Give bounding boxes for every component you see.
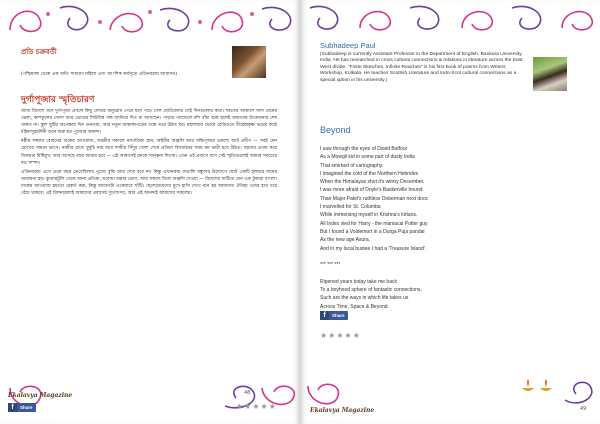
star-icon[interactable]: ★ [320, 331, 329, 340]
stanza-gap [320, 269, 560, 277]
poem-line: Ripened years today take me back [320, 278, 397, 285]
poem-line: To a boyhood sphere of fantastic connections, [320, 287, 422, 294]
diya-lamp-icon [518, 378, 558, 394]
poem-separator: *** *** *** [320, 262, 341, 269]
author-name: প্রতি চক্রবর্তী [21, 48, 57, 56]
star-icon[interactable]: ★ [252, 402, 261, 411]
article-paragraph: এডিনবরায় এসে প্রথম বছর ভেবেছিলাম পুজো বুঝি আর দেখা হবে না। কিন্তু এখানকার বাঙালি বন্ধুদের উদ্যোগে ছোট একটি হলঘরে মায়ের আরাধনা হয়। কুমোরটুলি থেকে আনা প্রতিমা, ঘরোয়া রান্নার ভোগ, আর সকলে মিলে অঞ্জলি দেওয়া — বিদেশের মাটিতে যেন এক টুকরো বাংলা। ঢাকের আওয়াজ হয়তো রেকর্ড করা, কিন্তু আবেগটা একেবারে খাঁটি। ছেলেমেয়েদের মুখে হাসি দেখে মনে হয় আমাদের ঐতিহ্য ওদের হাত ধরে বেঁচে থাকবে। এই মিলনমেলাই আমাদের প্রবাসের দুর্গোৎসব, আর এই আনন্দই আমাদের সকলের। [21, 169, 277, 197]
author-bio: (Subhadeep is currently Assistant Professor in the Department of English, Bankura University, India. He has researched in cross cultural connections & relations in literature across the East West divide. "Finite Sketches, Infinite Reaches" is his first book of poems from Writers Workshop, Kolkata. He teaches Scottish Literature and Indo-Scot cultural connections as a special option in his university.) [320, 52, 523, 83]
star-rating[interactable] [236, 402, 277, 411]
poem-line: As the new age Asura, [320, 237, 371, 244]
poem-line: I saw through the eyes of David Balfour [320, 146, 408, 152]
share-label: Share [332, 313, 345, 318]
poem-line: And in my local bustee I had a 'Treasure Island'. [320, 245, 427, 252]
page-number: 48 [244, 390, 251, 396]
facebook-icon: f [320, 311, 329, 320]
poem-line: I imagined the cold of the Northern Hebrides [320, 170, 419, 177]
magazine-logo: Ekalavya Magazine [8, 392, 73, 399]
facebook-share-button[interactable] [320, 311, 348, 320]
right-page [300, 0, 600, 424]
poem-line: When the Himalayas shot it's wintry December. [320, 179, 425, 186]
author-bio: (পশ্চিমবঙ্গ থেকে এক অতি সাধারণ মহিলা এবং আংশিক কর্মসূত্রে এডিনবরায় আবাসন) [21, 72, 178, 77]
poem-line: I marvelled for St. Columba [320, 204, 381, 211]
star-icon[interactable]: ★ [336, 331, 345, 340]
paisley-ornament-icon [0, 0, 300, 40]
article-paragraph: ষষ্ঠীর সন্ধ্যায় বোধনের ঢাকের আওয়াজ, সপ্তমীর সকালে নবপত্রিকা স্নান, অষ্টমীর অঞ্জলি আর সন্ধিপূজার একশো আট প্রদীপ — সবই যেন চোখের সামনে ভাসে। নবমীর রাতে ধুনুচি নাচ আর দশমীর সিঁদুর খেলা শেষে প্রতিমা বিসর্জনের সময় মন ভারী হয়ে উঠত। বড়দের প্রণাম করে বিজয়ার মিষ্টিমুখ, আর আসছে বছর আবার হবে — এই আশ্বাসেই মনকে সান্ত্বনা দিতাম। এখন এই প্রবাসে বসে সেই স্মৃতিগুলোই আমার সবচেয়ে বড় সম্পদ। [21, 139, 277, 166]
article-paragraph: আজ বিদেশে বসে দুর্গাপূজা প্রসঙ্গে কিছু লেখার অনুরোধ পেয়ে মনে পড়ে গেল ছোটবেলার সেই দিনগুলোর কথা। শরতের আকাশে সাদা মেঘের ভেলা, কাশফুলের দোলা আর ভোরের শিউলির গন্ধ জানিয়ে দিত মা আসছেন। পাড়ার প্যান্ডেলে বাঁশ বাঁধা শুরু হলেই আমাদের উত্তেজনার শেষ থাকত না। স্কুল ছুটির অপেক্ষায় দিন গুনতাম, আর নতুন জামাকাপড়ের গন্ধে ভরে উঠত ঘর। মহালয়ার ভোরে রেডিওতে বীরেন্দ্রকৃষ্ণ ভদ্রের কণ্ঠে মহিষাসুরমর্দিনী শুনে শুরু হত পুজোর আনন্দ। [21, 109, 277, 136]
poem-line: That smirked of cartography. [320, 162, 384, 169]
star-rating[interactable] [320, 331, 361, 340]
poem-line: I was more afraid of Doyle's Baskerville hound [320, 187, 423, 194]
star-icon[interactable]: ★ [344, 331, 353, 340]
magazine-logo: Ekalavya Magazine [310, 407, 375, 414]
page-number: 49 [580, 406, 587, 412]
star-icon[interactable]: ★ [260, 402, 269, 411]
poem-line: All Indes vied for Harry - the maniacal Potter guy [320, 220, 428, 227]
facebook-icon: f [8, 403, 17, 412]
article-title: দুর্গাপূজার স্মৃতিচারণ [21, 95, 95, 105]
poem-line: But I found a Voldemort in a Durga Puja pandal [320, 228, 425, 235]
author-photo [533, 57, 567, 91]
share-label: Share [20, 405, 33, 410]
stanza-gap [320, 253, 560, 261]
poem-line: Across Time, Space & Beyond. [320, 303, 389, 310]
poem-body [320, 145, 560, 311]
article-body [21, 108, 277, 197]
paisley-ornament-icon [300, 0, 600, 36]
star-icon[interactable]: ★ [236, 402, 245, 411]
star-icon[interactable]: ★ [244, 402, 253, 411]
poem-line: Such are the ways in which life takes us [320, 295, 409, 302]
author-name: Subhadeep Paul [320, 41, 376, 50]
star-icon[interactable]: ★ [352, 331, 361, 340]
author-photo [232, 46, 266, 78]
star-icon[interactable]: ★ [328, 331, 337, 340]
star-icon[interactable]: ★ [268, 402, 277, 411]
poem-title: Beyond [320, 125, 351, 135]
facebook-share-button[interactable] [8, 403, 36, 412]
poem-line: Than Major Patel's ruthless Doberman next door. [320, 195, 429, 202]
poem-line: As a Mowgli kid in some part of dusty India [320, 154, 415, 161]
poem-line: While immersing myself in Krishna's kirtans. [320, 212, 418, 219]
